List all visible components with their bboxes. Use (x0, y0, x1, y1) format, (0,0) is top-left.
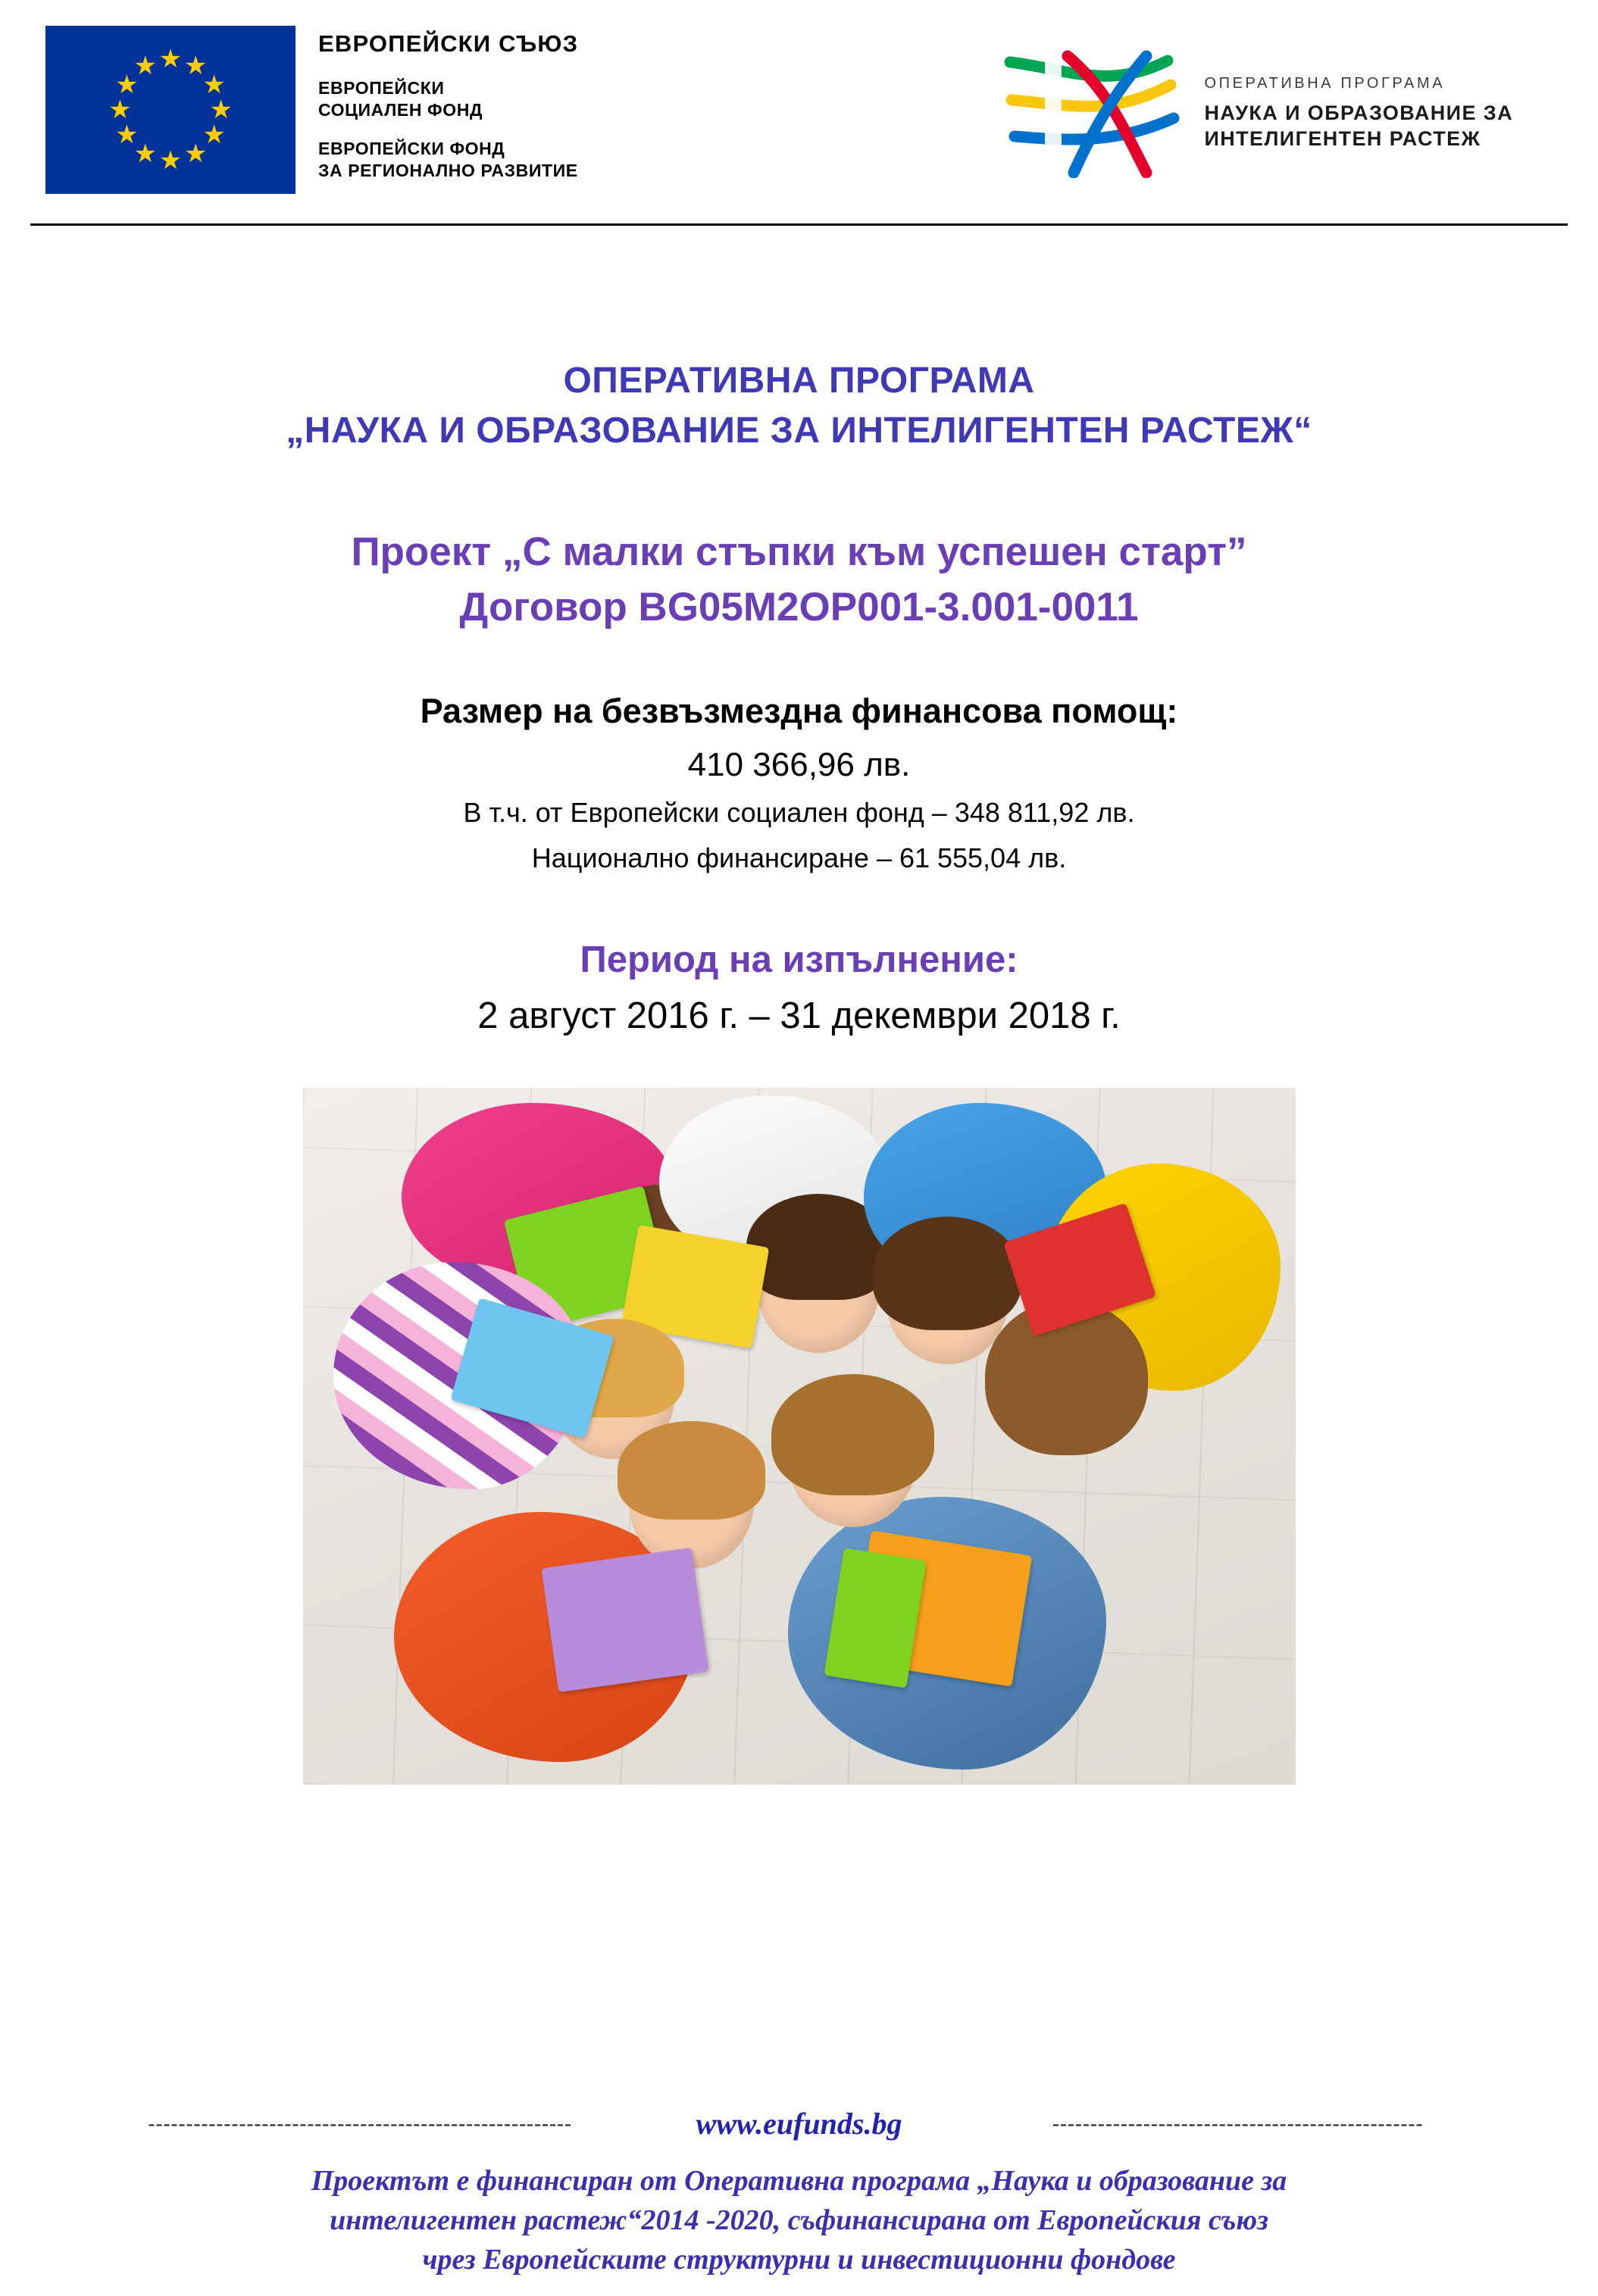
period-label: Период на изпълнение: (580, 939, 1018, 980)
op-logo-big-line1: НАУКА И ОБРАЗОВАНИЕ ЗА (1204, 102, 1513, 124)
eu-logo-text (318, 26, 578, 182)
op-logo-small-text: ОПЕРАТИВНА ПРОГРАМА (1204, 75, 1446, 92)
footer-disclaimer-line1: Проектът е финансиран от Оперативна програма „Наука и образование за (311, 2165, 1287, 2197)
photo-book-purple (541, 1548, 708, 1692)
eu-title: ЕВРОПЕЙСКИ СЪЮЗ (318, 30, 579, 57)
footer-dashes-left: -------------------------------------------------------- (148, 2112, 573, 2135)
eu-star-icon: ★ (158, 145, 183, 175)
eu-star-icon: ★ (202, 120, 226, 150)
photo-child-blue-hair (873, 1217, 1021, 1330)
grant-amount: 410 366,96 лв. (687, 746, 911, 783)
eu-star-icon: ★ (115, 70, 139, 99)
grant-national-share: Национално финансиране – 61 555,04 лв. (531, 842, 1067, 873)
eu-star-icon: ★ (108, 95, 132, 124)
eu-star-icon: ★ (133, 52, 157, 81)
document-header (0, 0, 1598, 220)
project-contract-number: Договор BG05M2OP001-3.001-0011 (459, 585, 1139, 629)
op-science-education-logo (995, 45, 1184, 178)
eu-fund-regional-line1: ЕВРОПЕЙСКИ ФОНД (318, 139, 505, 158)
eu-star-icon: ★ (209, 95, 233, 124)
eu-fund-social-line2: СОЦИАЛЕН ФОНД (318, 100, 483, 120)
eu-star-icon: ★ (115, 120, 139, 150)
eufunds-link[interactable]: www.eufunds.bg (696, 2107, 902, 2141)
op-logo-block (995, 26, 1513, 178)
grant-label: Размер на безвъзмездна финансова помощ: (420, 692, 1178, 730)
document-body (0, 356, 1598, 1785)
op-logo-big-text (1204, 100, 1513, 152)
eu-fund-regional-line2: ЗА РЕГИОНАЛНО РАЗВИТИЕ (318, 161, 578, 180)
eu-fund-regional (318, 138, 578, 182)
footer-dashes-right: ------------------------------------------------- (1052, 2112, 1424, 2135)
project-title (68, 524, 1530, 635)
eu-star-icon: ★ (202, 70, 226, 99)
footer-disclaimer-line3: чрез Европейските структурни и инвестиционни фондове (422, 2244, 1176, 2276)
photo-child-denim-hair (771, 1374, 934, 1495)
footer-site-line (35, 2106, 1563, 2141)
eu-flag-emblem (45, 26, 296, 194)
program-title-line2: „НАУКА И ОБРАЗОВАНИЕ ЗА ИНТЕЛИГЕНТЕН РАСТЕЖ“ (286, 411, 1312, 451)
project-name: Проект „С малки стъпки към успешен старт” (351, 529, 1247, 574)
eu-funding-logo-block (45, 26, 578, 194)
eu-star-icon: ★ (133, 139, 157, 168)
period-value: 2 август 2016 г. – 31 декември 2018 г. (477, 995, 1121, 1036)
eu-star-icon: ★ (158, 45, 183, 74)
footer-disclaimer-line2: интелигентен растеж“2014 -2020, съфинансирана от Европейския съюз (330, 2204, 1268, 2236)
header-divider (30, 223, 1568, 226)
photo-child-orange-hair (618, 1421, 765, 1520)
eu-star-icon: ★ (184, 139, 208, 168)
eu-fund-social (318, 77, 578, 121)
children-lying-in-circle-with-books-photo (303, 1088, 1296, 1785)
eu-fund-social-line1: ЕВРОПЕЙСКИ (318, 78, 445, 98)
program-title (68, 356, 1530, 456)
op-logo-text (1204, 72, 1513, 152)
program-title-line1: ОПЕРАТИВНА ПРОГРАМА (563, 361, 1035, 401)
op-logo-big-line2: ИНТЕЛИГЕНТЕН РАСТЕЖ (1204, 127, 1481, 150)
footer-disclaimer (35, 2161, 1563, 2279)
grant-esf-share: В т.ч. от Европейски социален фонд – 348 811,92 лв. (463, 797, 1135, 828)
eu-star-icon: ★ (184, 52, 208, 81)
document-footer (0, 2106, 1598, 2279)
